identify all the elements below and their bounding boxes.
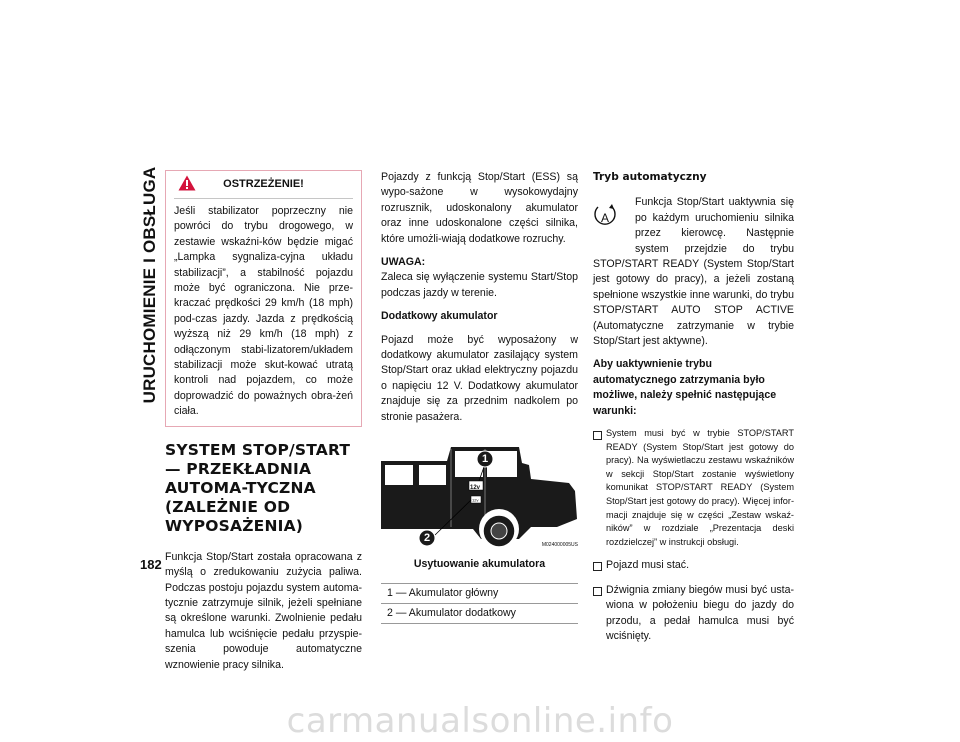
figure-legend <box>381 583 578 625</box>
section-intro: Funkcja Stop/Start została opracowana z myślą o zredukowaniu zużycia paliwa. Podczas postoju pojazdu system automa-tycznie zatrzymuje silnik, jeżeli spełniane są określone warunki. Zwolnienie pedału hamulca lub wciśnięcie pedału przyspie-szenia powoduje automatyczne wznowienie pracy silnika. <box>165 550 362 671</box>
legend-item: 1 — Akumulator główny <box>387 586 499 599</box>
auto-mode-text-content: Funkcja Stop/Start uaktywnia się po każdym uruchomieniu silnika przez kierowcę. Następnie system przejdzie do trybu STOP/START READY (System Stop/Start jest gotowy do pracy), a jeżeli zostaną spełnione wszystkie inne warunki, do trybu STOP/START AUTO STOP ACTIVE (Automatyczne zatrzymanie w trybie Stop/Start jest aktywne). <box>593 196 794 348</box>
aux-battery-text: Pojazd może być wyposażony w dodatkowy akumulator zasilający system Stop/Start oraz układ elektryczny pojazdu o napięciu 12 V. Dodatkowy akumulator znajduje się za przednim nadkolem po stronie pasażera. <box>381 333 578 423</box>
callout-1: 1 <box>481 453 489 466</box>
column-2 <box>381 170 578 624</box>
battery-location-figure <box>381 435 578 553</box>
figure-caption: Usytuowanie akumulatora <box>413 558 546 571</box>
svg-text:A: A <box>600 211 610 226</box>
conditions-heading: Aby uaktywnienie trybu automatycznego zatrzymania było możliwe, należy spełnić następujące warunki: <box>593 358 777 417</box>
svg-text:12v: 12v <box>472 497 479 503</box>
legend-item: 2 — Akumulator dodatkowy <box>381 603 578 623</box>
ess-paragraph: Pojazdy z funkcją Stop/Start (ESS) są wypo-sażone w wysokowydajny rozrusznik, udoskonalony akumulator oraz inne udoskonalone części silnika, które umożli-wiają dodatkowe rozruchy. <box>381 171 578 245</box>
chapter-title: URUCHOMIENIE I OBSŁUGA <box>140 166 159 404</box>
page-number: 182 <box>140 557 162 572</box>
list-item: Dźwignia zmiany biegów musi być usta-wiona w położeniu biegu do jazdy do przodu, a pedał hamulca musi być wciśnięty. <box>593 583 794 645</box>
conditions-list <box>593 427 794 644</box>
column-3 <box>593 170 794 653</box>
chapter-side-tab <box>138 160 162 410</box>
note-label: UWAGA: <box>381 256 426 269</box>
warning-header <box>174 171 353 199</box>
figure-id: M024000005US <box>541 541 578 548</box>
auto-mode-heading: Tryb automatyczny <box>593 171 707 183</box>
warning-triangle-icon <box>178 175 196 191</box>
list-item: Pojazd musi stać. <box>593 558 794 573</box>
warning-text: Jeśli stabilizator poprzeczny nie powróci do trybu drogowego, w zestawie wskaźni-ków będzie migać „Lampka sygnaliza-cyjna układu stabilizacji”, a stabilność pojazdu może być ograniczona. Nie prze-kraczać prędkości 29 km/h (18 mph) pod-czas jazdy. Jazda z prędkością wyższą niż 29 km/h (18 mph) z odłączonym stabi-lizatorem/układem stabilizacji może skut-kować utratą kontroli nad pojazdem, co może doprowadzić do poważnych obra-żeń ciała. <box>174 205 353 418</box>
note-text: Zaleca się wyłączenie systemu Start/Stop podczas jazdy w terenie. <box>381 271 578 299</box>
watermark: carmanualsonline.info <box>286 701 674 741</box>
warning-box <box>165 170 362 427</box>
warning-title: OSTRZEŻENIE! <box>223 178 304 190</box>
auto-mode-text <box>593 195 794 349</box>
aux-battery-heading: Dodatkowy akumulator <box>381 310 498 323</box>
callout-2: 2 <box>423 532 431 545</box>
section-heading: SYSTEM STOP/START — PRZEKŁADNIA AUTOMA-TYCZNA (ZALEŻNIE OD WYPOSAŻENIA) <box>165 440 351 535</box>
column-1 <box>165 170 362 681</box>
list-item: System musi być w trybie STOP/START READY (System Stop/Start jest gotowy do pracy). Na wyświetlaczu zestawu wskaźników w sekcji Stop/Start zostanie wyświetlony komunikat STOP/START READY (System Stop/Start jest gotowy do pracy). Więcej infor-macji znajduje się w części „Zestaw wskaź-ników” w rozdziale „Prezentacja deski rozdzielczej” w instrukcji obsługi. <box>593 427 794 549</box>
badge-12v: 12v <box>470 485 481 492</box>
auto-stop-start-icon <box>593 203 617 229</box>
